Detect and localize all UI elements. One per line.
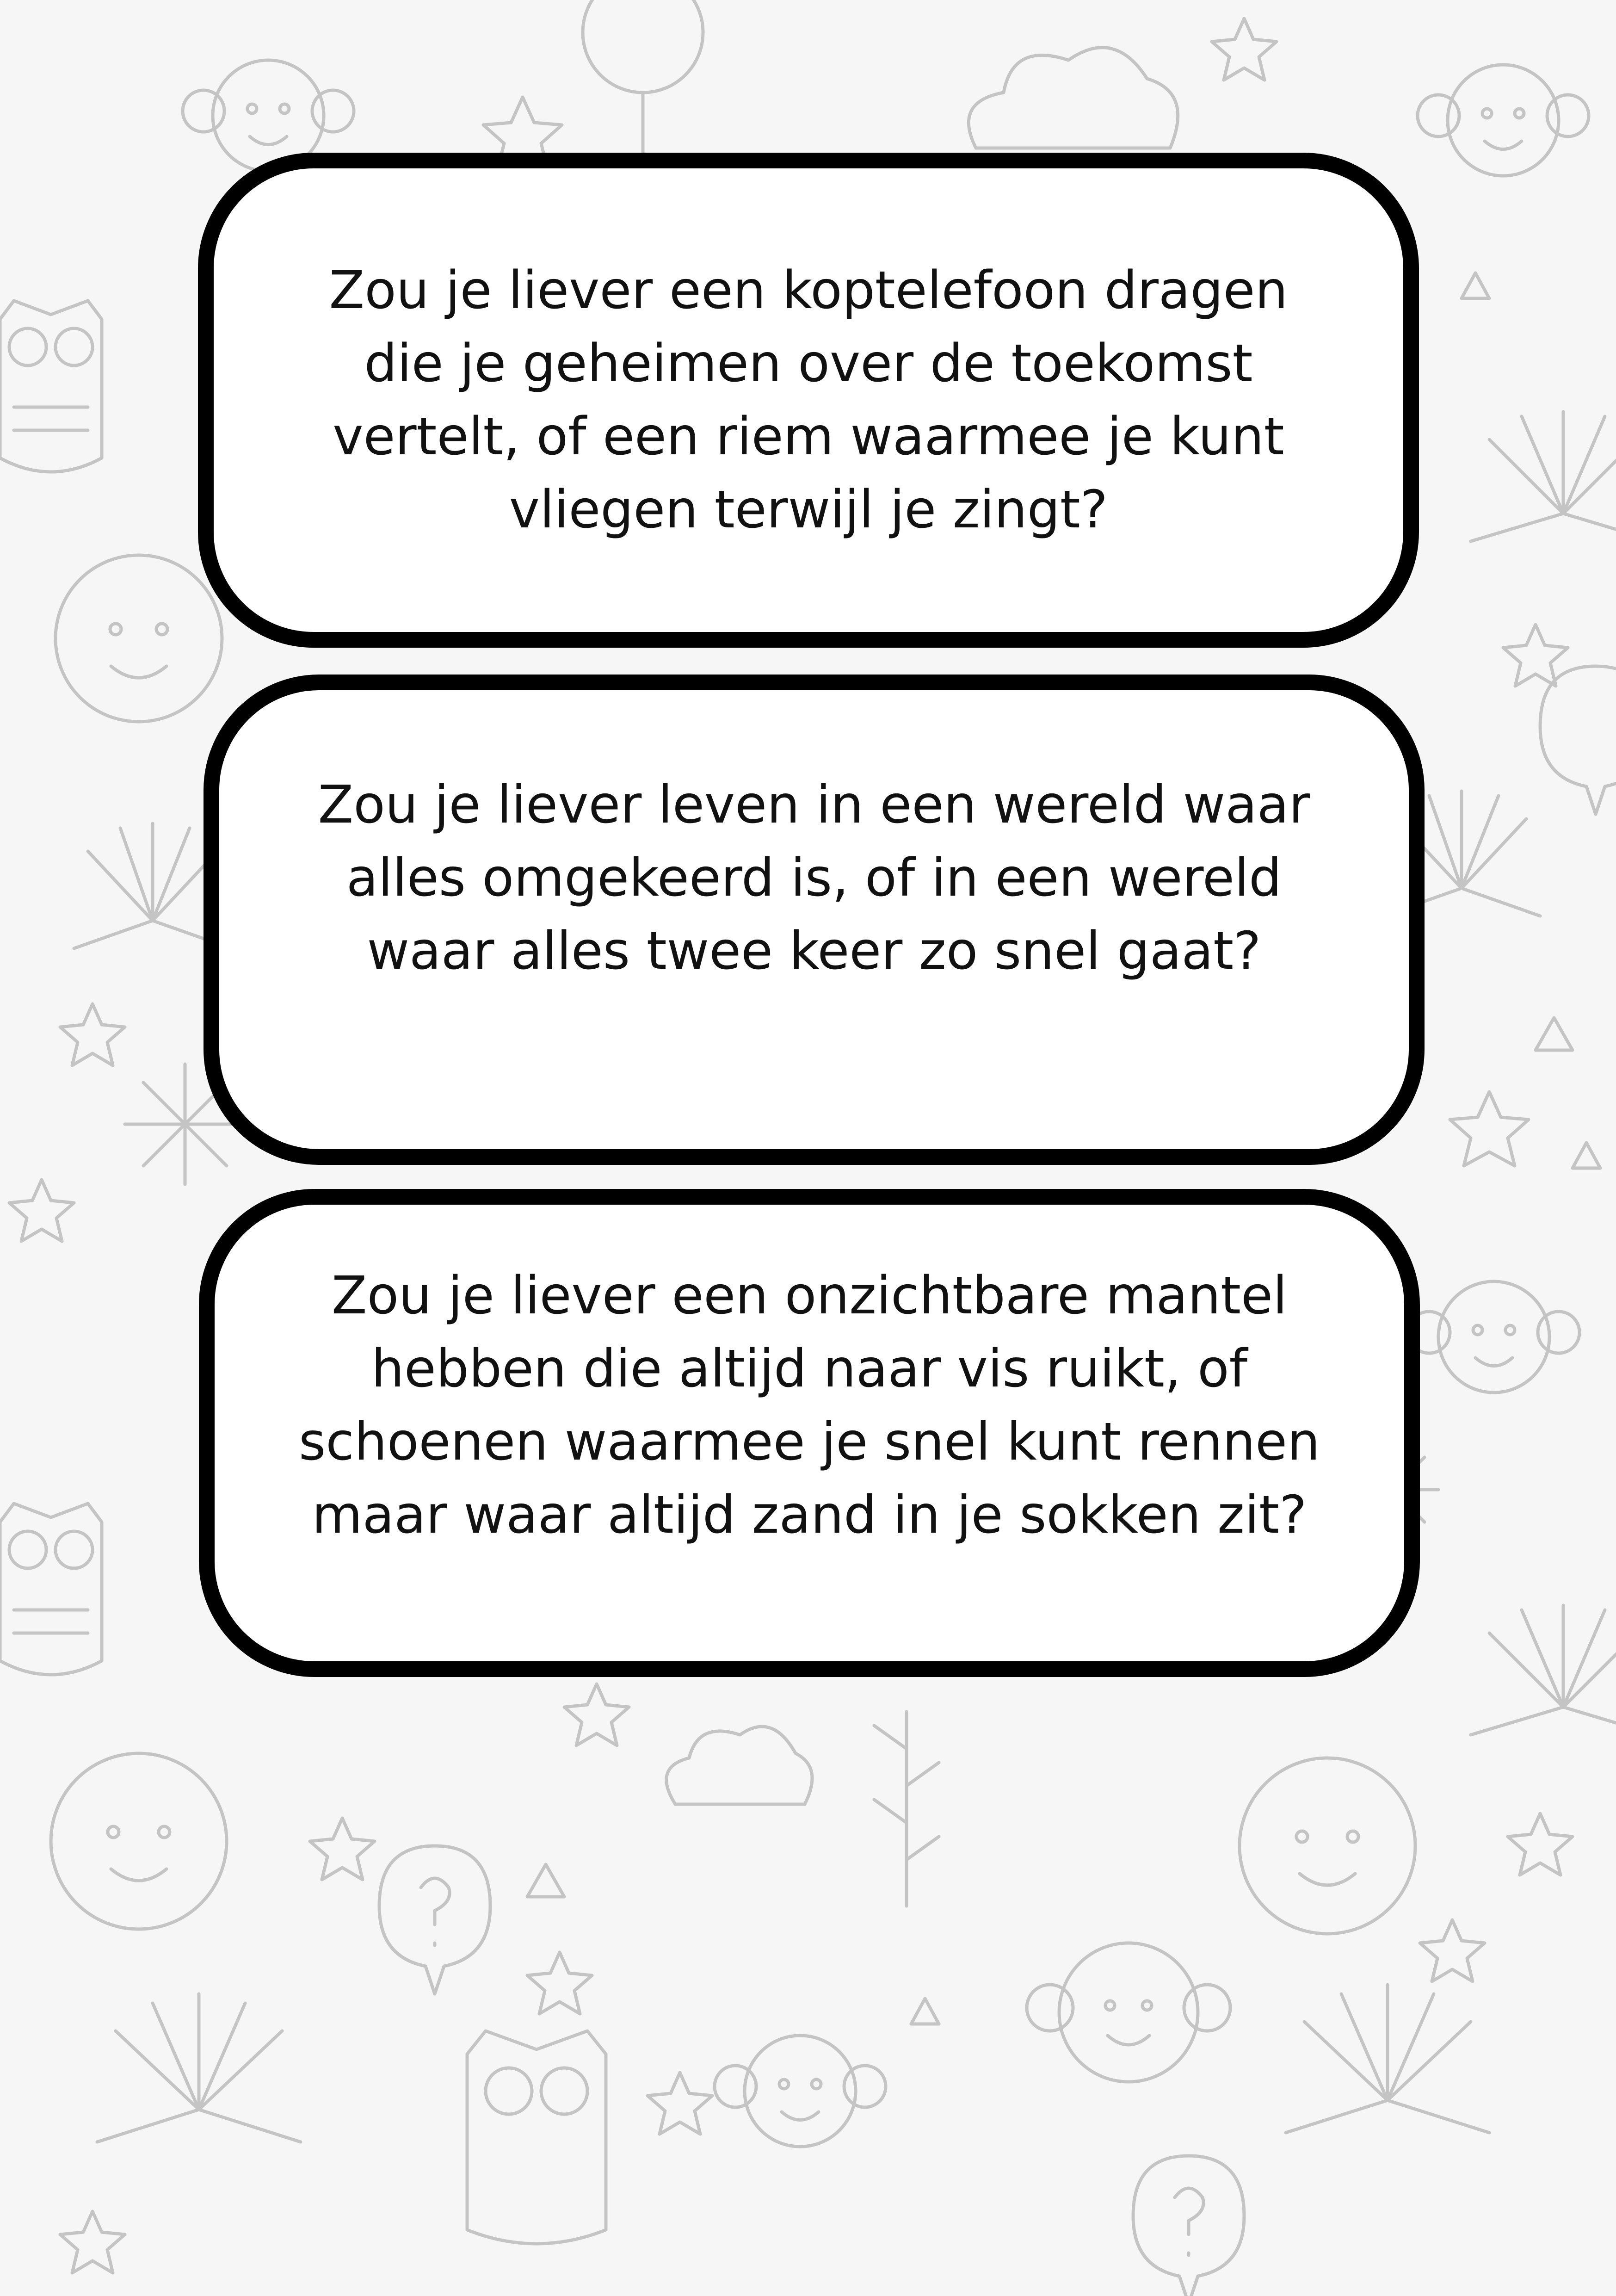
monkey-face-icon bbox=[1418, 65, 1589, 176]
book-icon bbox=[1471, 412, 1616, 541]
owl-icon bbox=[0, 301, 102, 472]
book-icon bbox=[97, 1994, 301, 2142]
book-icon bbox=[1286, 1985, 1489, 2133]
question-card-2 bbox=[204, 675, 1425, 1165]
owl-icon bbox=[0, 1504, 102, 1675]
monkey-face-icon bbox=[56, 555, 222, 722]
monkey-face-icon bbox=[51, 1753, 227, 1929]
question-text-2: Zou je liever leven in een wereld waar alles omgekeerd is, of in een wereld waar alles twee keer zo snel gaat? bbox=[318, 775, 1310, 981]
question-text-1: Zou je liever een koptelefoon dragen die je geheimen over de toekomst vertelt, of een riem waarmee je kunt vliegen terwijl je zingt? bbox=[329, 260, 1288, 540]
monkey-face-icon bbox=[1408, 1281, 1579, 1392]
question-bubble-icon bbox=[1133, 2156, 1244, 2296]
owl-icon bbox=[467, 2031, 606, 2244]
cloud-icon bbox=[968, 48, 1178, 148]
leaf-sprig-icon bbox=[874, 1712, 939, 1906]
cloud-icon bbox=[666, 1727, 812, 1804]
question-bubble-icon bbox=[1540, 666, 1616, 814]
tree-icon bbox=[583, 0, 703, 153]
monkey-face-icon bbox=[715, 2036, 886, 2147]
question-card-1 bbox=[198, 153, 1419, 648]
book-icon bbox=[1471, 1605, 1616, 1735]
monkey-face-icon bbox=[1240, 1758, 1415, 1934]
question-card-3 bbox=[199, 1189, 1420, 1677]
monkey-face-icon bbox=[1027, 1943, 1230, 2082]
question-bubble-icon bbox=[379, 1846, 490, 1994]
question-text-3: Zou je liever een onzichtbare mantel hebben die altijd naar vis ruikt, of schoenen waarmee je snel kunt rennen maar waar altijd zand in je sokken zit? bbox=[298, 1265, 1320, 1545]
